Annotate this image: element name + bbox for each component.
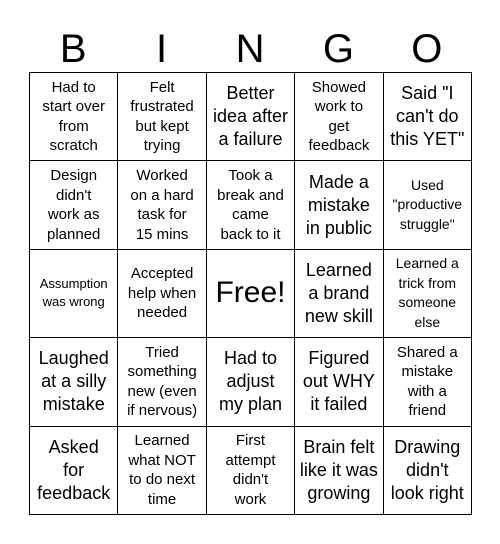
- bingo-cell-text: Drawing didn't look right: [390, 436, 464, 503]
- bingo-cell-text: Brain felt like it was growing: [299, 436, 378, 503]
- bingo-cell-16[interactable]: [30, 338, 118, 426]
- bingo-cell-text: Said "I can't do this YET": [390, 83, 465, 150]
- bingo-cell-text: First attempt didn't work: [225, 432, 276, 508]
- bingo-cell-text: Better idea after a failure: [212, 83, 289, 150]
- header-letter-n: N: [235, 27, 265, 71]
- header-letter-o: O: [411, 27, 443, 71]
- bingo-cell-text: Laughed at a silly mistake: [38, 348, 109, 415]
- header-letter-g: G: [322, 27, 354, 71]
- bingo-cell-21[interactable]: [30, 427, 118, 515]
- bingo-cell-2[interactable]: [118, 73, 206, 161]
- bingo-cell-text: Shared a mistake with a friend: [396, 343, 458, 420]
- bingo-cell-text: Figured out WHY it failed: [302, 348, 375, 415]
- bingo-cell-1[interactable]: [30, 73, 118, 161]
- bingo-cell-6[interactable]: [30, 161, 118, 249]
- bingo-cell-text: Had to adjust my plan: [218, 348, 282, 415]
- bingo-cell-17[interactable]: [118, 338, 206, 426]
- bingo-cell-text: Worked on a hard task for 15 mins: [130, 167, 194, 243]
- bingo-cell-text: Assumption was wrong: [39, 276, 108, 310]
- bingo-cell-14[interactable]: [295, 250, 383, 338]
- bingo-board: [29, 72, 472, 515]
- bingo-cell-24[interactable]: [295, 427, 383, 515]
- bingo-cell-text: Felt frustrated but kept trying: [130, 78, 194, 155]
- bingo-cell-text: Learned what NOT to do next time: [128, 432, 196, 508]
- bingo-cell-7[interactable]: [118, 161, 206, 249]
- free-space-text: Free!: [215, 276, 286, 310]
- bingo-cell-text: Took a break and came back to it: [217, 167, 284, 243]
- bingo-cell-text: Had to start over from scratch: [42, 78, 105, 155]
- bingo-cell-free[interactable]: [207, 250, 295, 338]
- bingo-cell-8[interactable]: [207, 161, 295, 249]
- bingo-cell-text: Accepted help when needed: [127, 265, 197, 322]
- bingo-cell-10[interactable]: [384, 161, 472, 249]
- bingo-cell-18[interactable]: [207, 338, 295, 426]
- bingo-cell-19[interactable]: [295, 338, 383, 426]
- bingo-cell-text: Learned a brand new skill: [304, 259, 373, 326]
- bingo-cell-25[interactable]: [384, 427, 472, 515]
- bingo-cell-9[interactable]: [295, 161, 383, 249]
- bingo-cell-23[interactable]: [207, 427, 295, 515]
- bingo-cell-3[interactable]: [207, 73, 295, 161]
- bingo-cell-text: Used "productive struggle": [392, 176, 463, 232]
- bingo-header: [29, 26, 471, 72]
- bingo-cell-text: Design didn't work as planned: [47, 167, 101, 243]
- bingo-cell-4[interactable]: [295, 73, 383, 161]
- header-letter-i: I: [156, 27, 168, 71]
- bingo-cell-5[interactable]: [384, 73, 472, 161]
- bingo-cell-text: Made a mistake in public: [305, 171, 372, 238]
- bingo-cell-text: Tried something new (even if nervous): [127, 343, 198, 420]
- bingo-cell-20[interactable]: [384, 338, 472, 426]
- bingo-cell-11[interactable]: [30, 250, 118, 338]
- bingo-cell-15[interactable]: [384, 250, 472, 338]
- bingo-cell-12[interactable]: [118, 250, 206, 338]
- bingo-cell-text: Asked for feedback: [37, 436, 111, 503]
- bingo-cell-22[interactable]: [118, 427, 206, 515]
- bingo-cell-text: Learned a trick from someone else: [395, 255, 459, 330]
- bingo-cell-text: Showed work to get feedback: [308, 78, 370, 155]
- header-letter-b: B: [59, 27, 87, 71]
